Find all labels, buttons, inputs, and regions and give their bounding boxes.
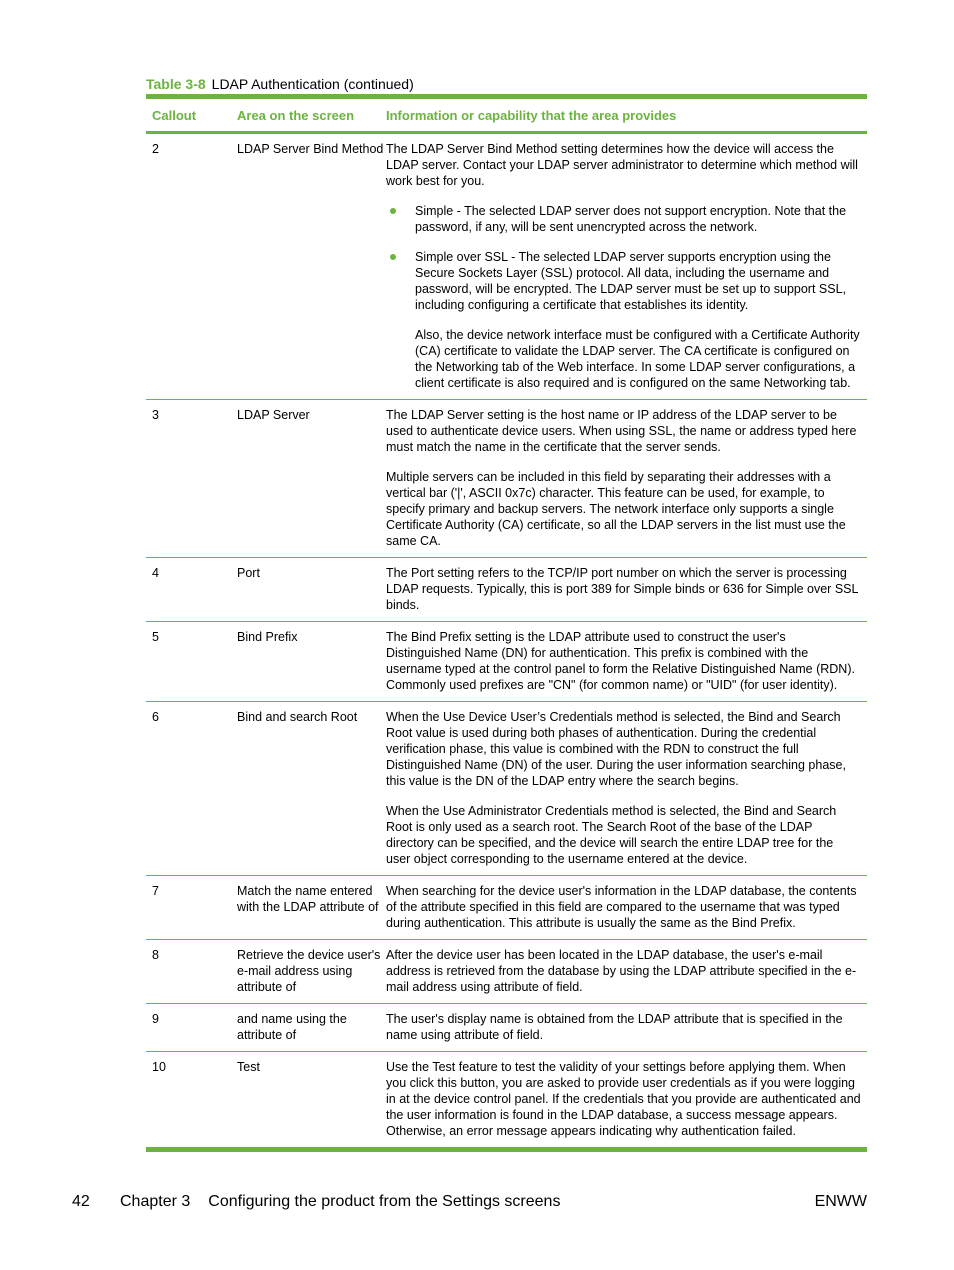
table-row bbox=[146, 1004, 867, 1052]
callout-cell: 9 bbox=[152, 1012, 159, 1026]
bullet-item bbox=[386, 249, 861, 313]
table-caption bbox=[146, 76, 414, 92]
chapter-title: Configuring the product from the Settings screens bbox=[208, 1193, 561, 1210]
callout-cell: 4 bbox=[152, 566, 159, 580]
table-row bbox=[146, 940, 867, 1004]
info-paragraph: The LDAP Server Bind Method setting determines how the device will access the LDAP server. Contact your LDAP server administrator to determine which method will work best for you. bbox=[386, 142, 858, 188]
info-cell bbox=[386, 407, 867, 549]
chapter-label: Chapter 3 bbox=[120, 1193, 191, 1210]
info-cell bbox=[386, 947, 867, 995]
page-number: 42 bbox=[72, 1193, 90, 1210]
area-cell: Test bbox=[237, 1060, 260, 1074]
header-area: Area on the screen bbox=[237, 107, 355, 123]
info-cell bbox=[386, 1059, 867, 1139]
callout-cell: 5 bbox=[152, 630, 159, 644]
info-cell bbox=[386, 1011, 867, 1043]
callout-cell: 7 bbox=[152, 884, 159, 898]
info-paragraph: Use the Test feature to test the validity of your settings before applying them. When you click this button, you are asked to provide user credentials as if you were logging in at the device control panel. If the credentials that you provide are authenticated and the user information is found in the LDAP database, a success message appears. Otherwise, an error message appears indicating why authentication failed. bbox=[386, 1060, 861, 1138]
bullet-text: Simple - The selected LDAP server does not support encryption. Note that the password, if any, will be sent unencrypted across the network. bbox=[415, 204, 847, 234]
area-cell: Bind and search Root bbox=[237, 710, 358, 724]
info-cell bbox=[386, 565, 867, 613]
table-row bbox=[146, 558, 867, 622]
callout-cell: 2 bbox=[152, 142, 159, 156]
area-cell: Match the name entered with the LDAP attribute of bbox=[237, 884, 379, 914]
table-row bbox=[146, 134, 867, 400]
info-cell bbox=[386, 883, 867, 931]
table-row bbox=[146, 1052, 867, 1147]
info-paragraph: The Bind Prefix setting is the LDAP attribute used to construct the user's Distinguished Name (DN) for authentication. This prefix is combined with the username typed at the control panel to form the Relative Distinguished Name (RDN). Commonly used prefixes are "CN" (for common name) or "UID" (for user identity). bbox=[386, 630, 855, 692]
info-cell bbox=[386, 629, 867, 693]
table-row bbox=[146, 702, 867, 876]
callout-cell: 8 bbox=[152, 948, 159, 962]
ldap-authentication-table bbox=[146, 94, 867, 1152]
area-cell: Retrieve the device user's e-mail address using attribute of bbox=[237, 948, 381, 994]
info-paragraph: The LDAP Server setting is the host name or IP address of the LDAP server to be used to authenticate device users. When using SSL, the name or address typed here must match the name in the certificate that the server sends. bbox=[386, 408, 857, 454]
info-paragraph: After the device user has been located in the LDAP database, the user's e-mail address is retrieved from the database by using the LDAP attribute specified in the e-mail address using attribute of field. bbox=[386, 948, 857, 994]
info-paragraph: When searching for the device user's information in the LDAP database, the contents of the attribute specified in this field are compared to the username that was typed during authentication. This attribute is usually the same as the Bind Prefix. bbox=[386, 884, 857, 930]
info-cell bbox=[386, 141, 867, 391]
bullet-continuation: Also, the device network interface must be configured with a Certificate Authority (CA) certificate to validate the LDAP server. The CA certificate is configured on the Networking tab of the Web interface. In some LDAP server configurations, a client certificate is also required and is configured on the same Networking tab. bbox=[415, 328, 860, 390]
table-row bbox=[146, 622, 867, 702]
area-cell: LDAP Server bbox=[237, 408, 310, 422]
callout-cell: 10 bbox=[152, 1060, 166, 1074]
bullet-text: Simple over SSL - The selected LDAP server supports encryption using the Secure Sockets Layer (SSL) protocol. All data, including the username and password, will be encrypted. The LDAP server must be set up to support SSL, including configuring a certificate that establishes its identity. bbox=[415, 250, 847, 312]
area-cell: LDAP Server Bind Method bbox=[237, 142, 384, 156]
header-callout: Callout bbox=[152, 107, 197, 123]
bullet-item bbox=[386, 203, 861, 235]
area-cell: Port bbox=[237, 566, 260, 580]
locale-code: ENWW bbox=[814, 1193, 867, 1210]
callout-cell: 3 bbox=[152, 408, 159, 422]
area-cell: and name using the attribute of bbox=[237, 1012, 347, 1042]
table-row bbox=[146, 876, 867, 940]
header-info: Information or capability that the area provides bbox=[386, 107, 677, 123]
table-number: Table 3-8 bbox=[146, 76, 206, 92]
info-cell bbox=[386, 709, 867, 867]
callout-cell: 6 bbox=[152, 710, 159, 724]
bullet-icon bbox=[390, 254, 396, 260]
info-paragraph: The Port setting refers to the TCP/IP port number on which the server is processing LDAP requests. Typically, this is port 389 for Simple binds or 636 for Simple over SSL binds. bbox=[386, 566, 858, 612]
area-cell: Bind Prefix bbox=[237, 630, 298, 644]
info-paragraph: The user's display name is obtained from the LDAP attribute that is specified in the name using attribute of field. bbox=[386, 1012, 843, 1042]
info-paragraph: When the Use Device User’s Credentials method is selected, the Bind and Search Root value is used during both phases of authentication. During the credential verification phase, this value is combined with the RDN to construct the full Distinguished Name (DN) of the user. During the user information searching phase, this value is the DN of the LDAP entry where the search begins. bbox=[386, 710, 846, 788]
page-footer bbox=[72, 1193, 867, 1211]
table-row bbox=[146, 400, 867, 558]
table-header bbox=[146, 99, 867, 134]
info-paragraph: Multiple servers can be included in this field by separating their addresses with a vertical bar ('|', ASCII 0x7c) character. This feature can be used, for example, to specify primary and backup servers. The network interface only supports a single Certificate Authority (CA) certificate, so all the LDAP servers in the list must use the same CA. bbox=[386, 470, 846, 548]
info-paragraph: When the Use Administrator Credentials method is selected, the Bind and Search Root is only used as a search root. The Search Root of the base of the LDAP directory can be specified, and the device will search the entire LDAP tree for the user object corresponding to the username entered at the device. bbox=[386, 804, 837, 866]
table-title: LDAP Authentication (continued) bbox=[211, 76, 414, 92]
bullet-icon bbox=[390, 208, 396, 214]
